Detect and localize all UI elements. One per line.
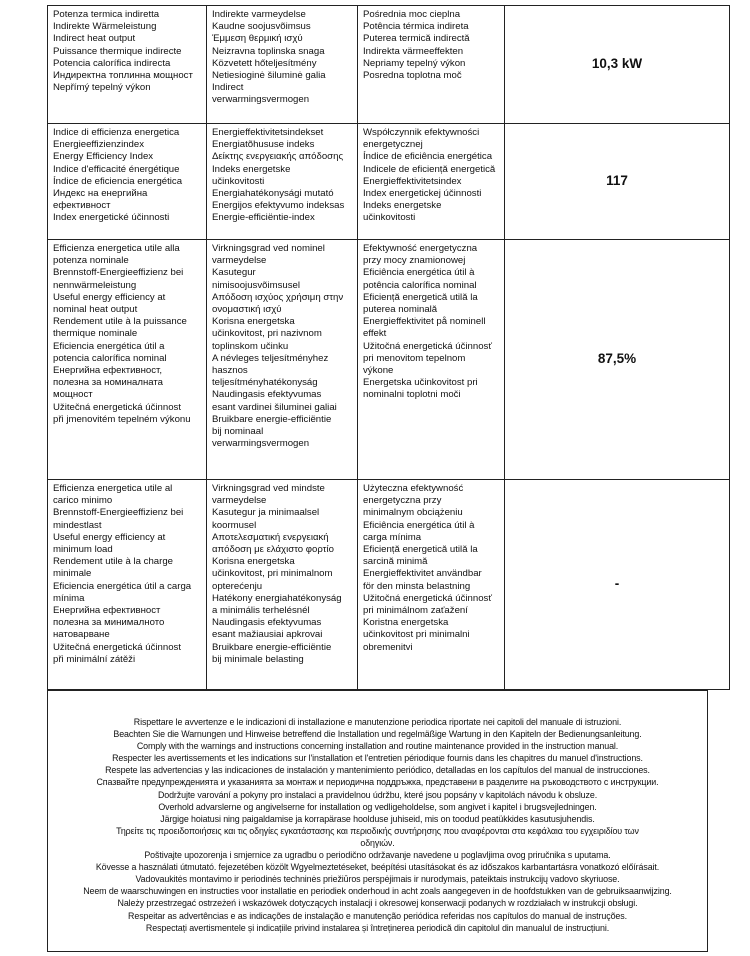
label-line: nominalni toplotni moči — [363, 389, 461, 401]
label-line: Απόδοση ισχύος χρήσιμη στην — [212, 291, 344, 303]
label-line: Eficiência energética útil à — [363, 267, 475, 279]
label-line: мощност — [53, 389, 93, 401]
label-line: Virkningsgrad ved nominel — [212, 243, 325, 254]
label-line: Indirekte Wärmeleistung — [53, 21, 157, 33]
label-line: při jmenovitém tepelném výkonu — [53, 413, 191, 425]
note-line: Respecter les avertissements et les indications sur l'installation et l'entretien périodique fournis dans les chapitres du manuel d'instructions. — [112, 753, 643, 764]
label-line: učinkovitosti — [363, 212, 416, 224]
label-line: Useful energy efficiency at — [53, 531, 166, 543]
label-line: effekt — [363, 328, 387, 340]
label-line: mínima — [53, 592, 85, 604]
label-line: Neizravna toplinska snaga — [212, 45, 325, 57]
label-line: A névleges teljesítményhez — [212, 352, 329, 364]
note-line: Comply with the warnings and instructions concerning installation and routine maintenance provided in the instruction manual. — [136, 741, 619, 752]
note-line: Kövesse a használati útmutató. fejezetében közölt Wgyelmeztetéseket, beépítési utasításokat és az időszakos karbantartásra vonatkozó előírásait. — [95, 862, 660, 873]
label-line: opterećenju — [212, 580, 263, 592]
label-line: Eficiência energética útil à — [363, 519, 475, 531]
label-line: obremenitvi — [363, 641, 413, 653]
label-line: Użyteczna efektywność — [363, 483, 464, 494]
label-line: potencia calorífica nominal — [53, 352, 167, 364]
label-line: pri menovitom tepelnom — [363, 352, 466, 364]
label-line: полезна за минималното — [53, 617, 165, 629]
value-cell — [505, 240, 730, 480]
spec-table-body — [48, 6, 730, 690]
label-line: Indice d'efficacité énergétique — [53, 163, 180, 175]
label-line: Índice de eficiencia energética — [53, 175, 183, 187]
installation-notes-box — [47, 690, 708, 952]
label-line: Posredna toplotna moč — [363, 70, 462, 82]
label-line: výkone — [363, 365, 394, 377]
label-line: för den minsta belastning — [363, 580, 471, 592]
label-line: Užitočná energetická účinnosť — [363, 592, 492, 604]
note-line: Neem de waarschuwingen en instructies voor installatie en periodiek onderhoud in acht zoals aangegeven in de hoofdstukken van de gebruiksaanwijzing. — [83, 886, 672, 897]
label-cell — [207, 6, 358, 124]
label-line: Korisna energetska — [212, 316, 295, 328]
label-line: Useful energy efficiency at — [53, 291, 166, 303]
label-line: απόδοση με ελάχιστο φορτίο — [212, 544, 334, 556]
label-line: Koristna energetska — [363, 617, 449, 629]
spec-value: - — [614, 576, 620, 591]
label-line: Potencia calorífica indirecta — [53, 57, 171, 69]
label-line: učinkovitosti — [212, 175, 265, 187]
label-line: Energijos efektyvumo indeksas — [212, 200, 345, 212]
label-line: ονομαστική ισχύ — [212, 304, 282, 316]
note-line: Overhold advarslerne og angivelserne for installation og vedligeholdelse, som angivet i kapitel i brugsvejledningen. — [158, 801, 597, 812]
label-line: Užitečná energetická účinnost — [53, 401, 181, 413]
label-line: Potenza termica indiretta — [53, 9, 160, 20]
note-line: Järgige hoiatusi ning paigaldamise ja korrapärase hoolduse juhiseid, mis on toodud peatükkides kasutusjuhendis. — [160, 813, 595, 824]
table-row-energy-efficiency-index — [48, 124, 730, 240]
label-line: Virkningsgrad ved mindste — [212, 483, 325, 494]
label-line: Hatékony energiahatékonyság — [212, 592, 342, 604]
note-line: Poštivajte upozorenja i smjernice za ugradbu o periodično održavanje navedene u poglavljima ovog priručnika s uputama. — [144, 850, 611, 861]
label-line: Współczynnik efektywności — [363, 127, 480, 138]
label-cell — [207, 124, 358, 240]
label-line: toplinskom učinku — [212, 340, 289, 352]
label-line: Potência térmica indireta — [363, 21, 469, 33]
label-line: Indice di efficienza energetica — [53, 127, 180, 138]
label-line: učinkovitost pri minimalni — [363, 629, 470, 641]
label-line: Energieffektivitetsindex — [363, 175, 462, 187]
label-line: učinkovitost, pri minimalnom — [212, 568, 333, 580]
spec-value: 117 — [606, 173, 628, 188]
label-line: Brennstoff-Energieeffizienz bei — [53, 267, 184, 279]
label-line: Indirekte varmeydelse — [212, 9, 306, 20]
label-line: Brennstoff-Energieeffizienz bei — [53, 507, 184, 519]
label-line: při minimální zátěži — [53, 653, 136, 665]
label-line: Kaudne soojusvõimsus — [212, 21, 311, 33]
label-line: minimum load — [53, 544, 113, 556]
label-line: a minimális terhelésnél — [212, 605, 310, 617]
label-line: bij minimale belasting — [212, 653, 304, 665]
label-line: Užitočná energetická účinnosť — [363, 340, 492, 352]
value-cell — [505, 6, 730, 124]
label-line: przy mocy znamionowej — [363, 255, 466, 267]
label-line: Energieffektivitet användbar — [363, 568, 482, 580]
label-line: hasznos — [212, 365, 248, 377]
note-line: Dodržujte varování a pokyny pro instalaci a pravidelnou údržbu, které jsou popsány v kapitolách návodu k obsluze. — [157, 789, 598, 800]
label-line: Indeks energetske — [212, 163, 291, 175]
label-line: Energiahatékonysági mutató — [212, 188, 334, 200]
spec-value: 10,3 kW — [591, 56, 643, 71]
label-line: Έμμεση θερμική ισχύ — [212, 33, 303, 45]
label-cell — [207, 240, 358, 480]
label-line: Индекс на енергийна — [53, 188, 148, 200]
label-line: Eficiență energetică utilă la — [363, 291, 478, 303]
label-line: Netiesioginė šiluminė galia — [212, 70, 326, 82]
note-line: Respectați avertismentele și indicațiile privind instalarea și întreținerea periodică din capitolul din manualul de instrucțiuni. — [145, 922, 610, 933]
label-line: varmeydelse — [212, 255, 267, 267]
label-line: Efficienza energetica utile alla — [53, 243, 180, 254]
label-line: Užitečná energetická účinnost — [53, 641, 181, 653]
label-line: Index energetické účinnosti — [53, 212, 170, 224]
label-line: Índice de eficiência energética — [363, 151, 493, 163]
label-line: minimale — [53, 568, 92, 580]
value-cell — [505, 124, 730, 240]
note-line: Τηρείτε τις προειδοποιήσεις και τις οδηγίες εγκατάστασης και περιοδικής συντήρησης που αναφέρονται στα κεφάλαια του εγχειριδίου των — [116, 825, 639, 836]
label-line: Indirekta värmeeffekten — [363, 45, 464, 57]
label-cell — [207, 480, 358, 690]
label-line: Pośrednia moc cieplna — [363, 9, 461, 20]
label-line: Bruikbare energie-efficiëntie — [212, 641, 332, 653]
label-cell — [48, 480, 207, 690]
label-line: Eficiencia energética útil a carga — [53, 580, 192, 592]
label-line: thermique nominale — [53, 328, 138, 340]
label-line: Δείκτης ενεργειακής απόδοσης — [212, 151, 344, 163]
label-cell — [48, 124, 207, 240]
label-line: mindestlast — [53, 519, 102, 531]
label-line: Index energetickej účinnosti — [363, 188, 482, 200]
label-line: nennwärmeleistung — [53, 279, 137, 291]
table-row-indirect-heat-output — [48, 6, 730, 124]
note-line: Respete las advertencias y las indicaciones de instalación y mantenimiento periódico, detalladas en los capítulos del manual de instrucciones. — [105, 765, 650, 776]
label-line: minimalnym obciążeniu — [363, 507, 463, 519]
label-line: energetyczna przy — [363, 495, 442, 507]
label-line: Rendement utile à la puissance — [53, 316, 187, 328]
note-line: Rispettare le avvertenze e le indicazioni di installazione e manutenzione periodica riportate nei capitoli del manuale di istruzioni. — [133, 717, 622, 727]
label-line: Korisna energetska — [212, 556, 295, 568]
label-line: Energieffektivitetsindekset — [212, 127, 324, 138]
label-line: Indicele de eficiență energetică — [363, 163, 496, 175]
label-line: potência calorífica nominal — [363, 279, 477, 291]
label-line: Eficiență energetică utilă la — [363, 544, 478, 556]
label-cell — [48, 240, 207, 480]
label-line: Bruikbare energie-efficiëntie — [212, 413, 332, 425]
note-line: Beachten Sie die Warnungen und Hinweise betreffend die Installation und regelmäßige Wartung in den Kapiteln der Bedienungsanleitung. — [113, 729, 642, 740]
label-line: učinkovitost, pri nazivnom — [212, 328, 322, 340]
note-line: Vadovaukitės montavimo ir periodinės techninės priežiūros perspėjimais ir nurodymais, pateiktais instrukcijų vadovo skyriuose. — [135, 874, 620, 885]
label-line: Indirect heat output — [53, 33, 136, 45]
label-line: Közvetett hőteljesítmény — [212, 57, 317, 69]
label-line: Energy Efficiency Index — [53, 151, 154, 163]
label-cell — [358, 240, 505, 480]
label-line: potenza nominale — [53, 255, 129, 267]
label-line: Indeks energetske — [363, 200, 442, 212]
label-line: pri minimálnom zaťažení — [363, 605, 468, 617]
label-line: Energie-efficiëntie-index — [212, 212, 315, 224]
table-row-useful-efficiency-minimum — [48, 480, 730, 690]
label-line: ефективност — [53, 200, 111, 212]
label-line: Naudingasis efektyvumas — [212, 389, 322, 401]
label-line: Kasutegur — [212, 267, 256, 279]
table-row-useful-efficiency-nominal — [48, 240, 730, 480]
label-line: Energiatõhususe indeks — [212, 139, 315, 151]
label-line: Енергийна ефективност, — [53, 365, 163, 377]
label-line: Индиректна топлинна мощност — [53, 70, 193, 82]
label-line: Kasutegur ja minimaalsel — [212, 507, 320, 519]
label-line: Енергийна ефективност — [53, 605, 161, 617]
label-line: nimisoojusvõimsusel — [212, 279, 300, 291]
label-cell — [358, 6, 505, 124]
label-line: Indirect — [212, 82, 244, 94]
label-line: Energieeffizienzindex — [53, 139, 145, 151]
label-line: Efektywność energetyczna — [363, 243, 478, 254]
label-line: Efficienza energetica utile al — [53, 483, 173, 494]
label-line: Energetska učinkovitost pri — [363, 377, 478, 389]
label-line: esant mažiausiai apkrovai — [212, 629, 323, 641]
label-line: verwarmingsvermogen — [212, 94, 310, 106]
label-line: Naudingasis efektyvumas — [212, 617, 322, 629]
note-line: Należy przestrzegać ostrzeżeń i wskazówek dotyczących instalacji i okresowej konserwacji podanych w rozdziałach w instrukcji obsługi. — [117, 898, 638, 909]
label-line: Puissance thermique indirecte — [53, 45, 182, 57]
note-line: Спазвайте предупрежденията и указанията за монтаж и периодична поддръжка, представени в разделите на ръководството с инструкции. — [96, 777, 659, 788]
label-cell — [358, 480, 505, 690]
spec-value: 87,5% — [597, 351, 637, 366]
note-line: οδηγιών. — [360, 837, 395, 848]
label-line: натоварване — [53, 629, 110, 641]
label-line: energetycznej — [363, 139, 423, 151]
label-line: полезна за номиналната — [53, 377, 164, 389]
label-cell — [358, 124, 505, 240]
label-line: puterea nominală — [363, 304, 438, 316]
label-line: carico minimo — [53, 495, 113, 507]
energy-spec-table — [47, 5, 730, 690]
label-line: teljesítményhatékonyság — [212, 377, 318, 389]
note-line: Respeitar as advertências e as indicações de instalação e manutenção periódica referidas nos capítulos do manual de instruções. — [128, 910, 627, 921]
label-line: Eficiencia energética útil a — [53, 340, 165, 352]
label-line: esant vardinei šiluminei galiai — [212, 401, 337, 413]
label-line: koormusel — [212, 519, 257, 531]
label-line: Energieffektivitet på nominell — [363, 316, 486, 328]
label-cell — [48, 6, 207, 124]
label-line: nominal heat output — [53, 304, 138, 316]
value-cell — [505, 480, 730, 690]
label-line: Nepřímý tepelný výkon — [53, 82, 151, 94]
label-line: carga mínima — [363, 531, 422, 543]
label-line: verwarmingsvermogen — [212, 438, 310, 450]
label-line: Puterea termică indirectă — [363, 33, 470, 45]
label-line: Αποτελεσματική ενεργειακή — [212, 531, 329, 543]
label-line: Rendement utile à la charge — [53, 556, 173, 568]
label-line: sarcină minimă — [363, 556, 428, 568]
label-line: varmeydelse — [212, 495, 267, 507]
label-line: Nepriamy tepelný výkon — [363, 57, 466, 69]
label-line: bij nominaal — [212, 426, 264, 438]
